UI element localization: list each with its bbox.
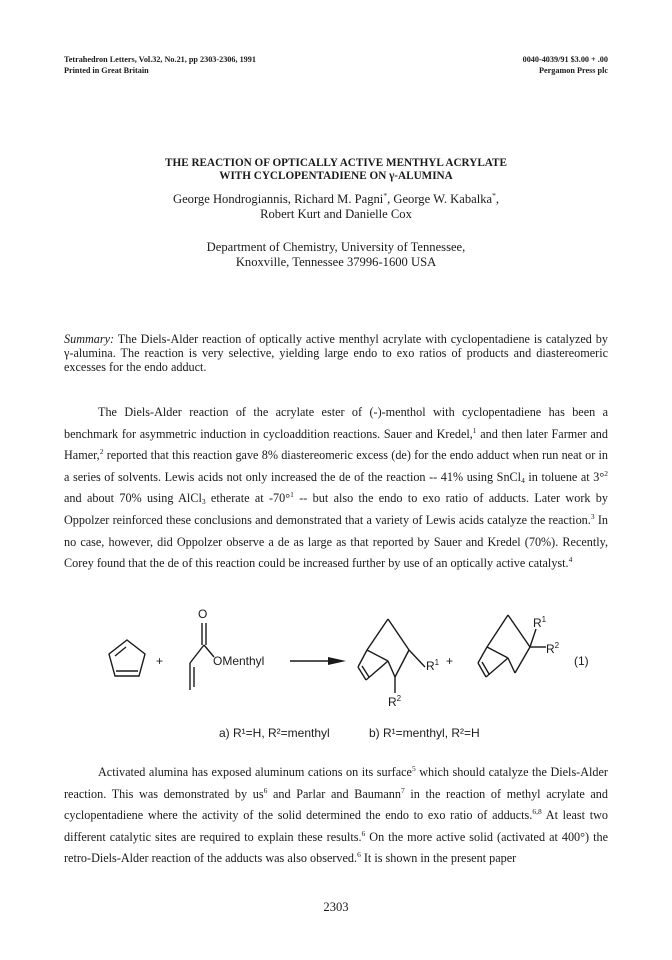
text-run: in the reaction of methyl acrylate and cyclopentadiene where the activity of the solid determined the endo to exo ratio of adducts. — [64, 786, 608, 823]
text-run: etherate at -70° — [205, 491, 291, 506]
text-run: Activated alumina has exposed aluminum cations on its surface — [98, 765, 412, 779]
reference-marker: 5 — [411, 764, 416, 773]
text-run: In no case, however, did Oppolzer observe a de as large as that reported by Sauer and Kredel (70%). Recently, Corey found that the de of this reaction could be increased further by use of an optically active catalyst. — [64, 512, 608, 571]
exo-r1-label: $R^1$ — [533, 615, 547, 630]
printed-in: Printed in Great Britain — [64, 66, 149, 75]
summary-label: Summary: — [64, 332, 115, 346]
reference-marker: 2 — [99, 447, 104, 457]
caption-b: b) R¹=menthyl, R²=H — [369, 726, 480, 740]
text-run: -- but also the endo to exo ratio of adducts. Later work by Oppolzer reinforced these conclusions and demonstrated that a variety of Lewis acids catalyze the reaction. — [64, 491, 608, 527]
issn-price: 0040-4039/91 $3.00 + .00 — [522, 55, 608, 64]
author-names-c: , — [495, 192, 500, 206]
reference-marker: 2 — [604, 468, 608, 478]
reaction-scheme — [90, 605, 610, 753]
reference-marker: 6,8 — [532, 807, 542, 817]
plus-sign-1: + — [156, 654, 164, 668]
reference-marker: 6 — [357, 850, 361, 860]
reference-marker: 3 — [590, 511, 595, 521]
reference-marker: 1 — [290, 490, 294, 500]
exo-r2-label: $R^2$ — [546, 641, 560, 656]
menthyl-acrylate-structure — [190, 623, 214, 690]
omenthyl-label: OMenthyl — [213, 654, 265, 668]
reaction-arrow — [290, 657, 346, 665]
endo-r2-label: $R^2$ — [388, 694, 402, 709]
corresponding-mark-1: * — [383, 191, 388, 200]
journal-citation: Tetrahedron Letters, Vol.32, No.21, pp 2303-2306, 1991 — [64, 55, 256, 64]
endo-r1-label: $R^1$ — [426, 658, 440, 673]
cyclopentadiene-structure — [109, 640, 145, 676]
affiliation — [0, 240, 672, 270]
text-run: which should catalyze the Diels-Alder reaction. This was demonstrated by us — [64, 765, 608, 801]
body-paragraph-2 — [64, 762, 608, 870]
journal-header-left — [64, 54, 256, 76]
page-number: 2303 — [323, 900, 349, 914]
title-line-1: THE REACTION OF OPTICALLY ACTIVE MENTHYL ACRYLATE — [165, 157, 507, 169]
author-names-b: , George W. Kabalka — [387, 192, 493, 206]
text-run: and then later Farmer and Hamer, — [64, 426, 608, 463]
text-run: It is shown in the present paper — [360, 851, 517, 866]
authors-line-2: Robert Kurt and Danielle Cox — [260, 207, 412, 221]
subscript: 3 — [201, 497, 206, 507]
paper-title — [0, 157, 672, 183]
publisher: Pergamon Press plc — [539, 66, 608, 75]
body-paragraph-1 — [64, 402, 608, 575]
reference-marker: 1 — [472, 425, 477, 435]
journal-header-right — [476, 54, 608, 76]
author-names-a: George Hondrogiannis, Richard M. Pagni — [172, 192, 384, 206]
caption-a: a) R¹=H, R²=menthyl — [219, 726, 330, 740]
author-list — [0, 192, 672, 222]
subscript: 4 — [521, 475, 525, 485]
title-line-2: WITH CYCLOPENTADIENE ON γ-ALUMINA — [219, 170, 453, 182]
affiliation-line-2: Knoxville, Tennessee 37996-1600 USA — [235, 255, 437, 269]
summary-text: The Diels-Alder reaction of optically active menthyl acrylate with cyclopentadiene is catalyzed by γ-alumina. The reaction is very selective, yielding large endo to exo ratios of products and diastereomeric excesses for the endo adduct. — [64, 332, 608, 374]
text-run: and about 70% using AlCl — [64, 491, 202, 506]
reference-marker: 4 — [568, 555, 573, 565]
text-run: On the more active solid (activated at 400°) the retro-Diels-Alder reaction of the adducts was also observed. — [64, 829, 608, 866]
equation-number: (1) — [574, 654, 589, 668]
plus-sign-2: + — [446, 654, 454, 668]
text-run: At least two different catalytic sites are required to explain these results. — [64, 808, 609, 844]
text-run: and Parlar and Baumann — [267, 786, 401, 801]
text-run: in toluene at 3° — [524, 469, 605, 484]
reference-marker: 6 — [263, 785, 268, 795]
affiliation-line-1: Department of Chemistry, University of Tennessee, — [206, 240, 466, 254]
endo-adduct-structure — [358, 619, 425, 693]
text-run: The Diels-Alder reaction of the acrylate ester of (-)-menthol with cyclopentadiene has been a benchmark for asymmetric induction in cycloaddition reactions. Sauer and Kredel, — [64, 405, 608, 441]
text-run: reported that this reaction gave 8% diastereomeric excess (de) for the endo adduct when run neat or in a series of solvents. Lewis acids not only increased the de of the reaction -- 41% using SnCl — [64, 448, 608, 484]
reference-marker: 7 — [400, 785, 405, 795]
summary-paragraph — [64, 332, 608, 374]
authors-line-1 — [0, 192, 672, 207]
carbonyl-oxygen-label: O — [198, 607, 208, 621]
reference-marker: 6 — [361, 828, 366, 838]
corresponding-mark-2: * — [492, 191, 496, 200]
